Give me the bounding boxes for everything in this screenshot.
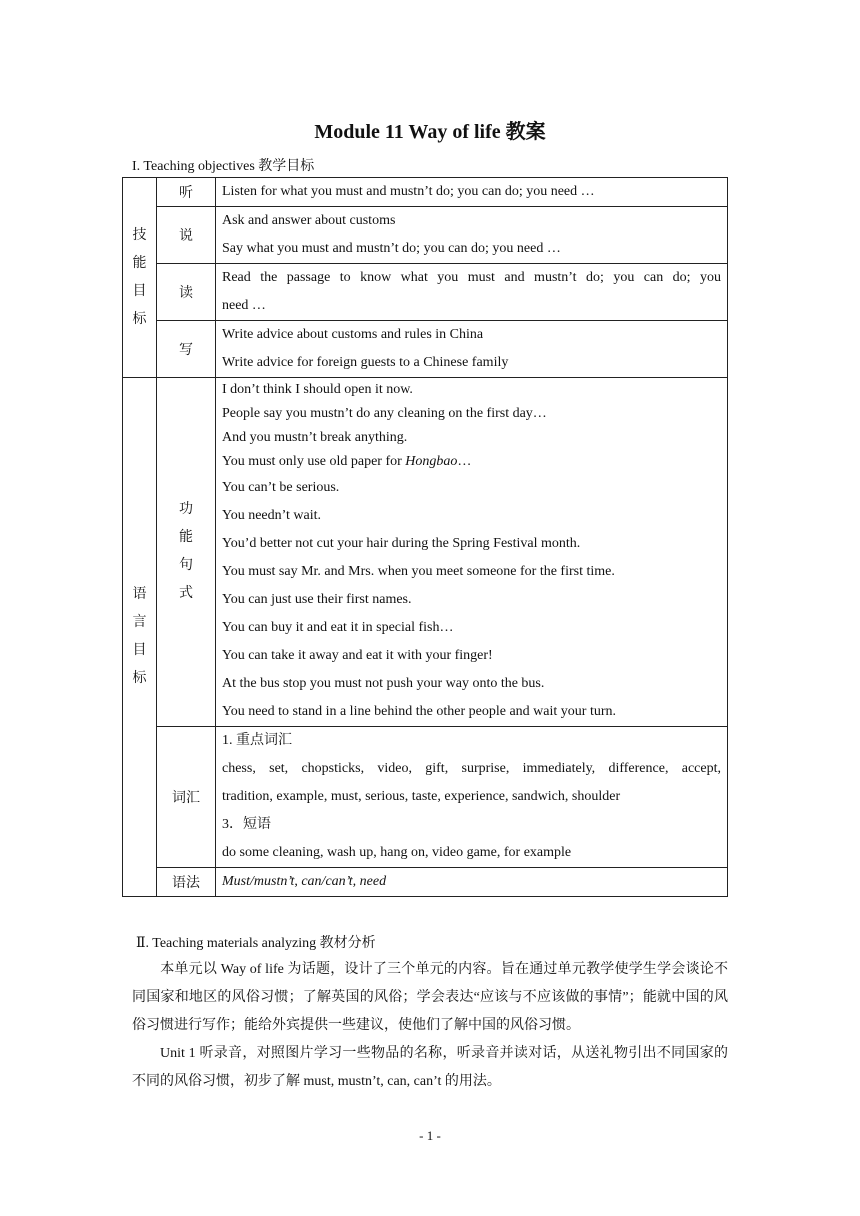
text-line: Write advice about customs and rules in China [222,327,484,342]
phrase-heading: 3．短语 [222,817,271,832]
category-language [123,378,157,897]
text-line: need … [222,298,266,313]
grammar-text: can/can’t, need [301,874,387,889]
content-read [216,264,728,321]
content-listen [216,178,728,207]
sentence: You must say Mr. and Mrs. when you meet someone for the first time. [222,564,615,579]
sentence: And you mustn’t break anything. [222,430,408,445]
phrase-list: do some cleaning, wash up, hang on, video game, for example [222,845,572,860]
sentence: People say you mustn’t do any cleaning on the first day… [222,406,547,421]
page-number: - 1 - [419,1128,441,1143]
grammar-sep: , [294,874,302,889]
sentence: At the bus stop you must not push your way onto the bus. [222,676,545,691]
category-char: 言 [132,615,147,630]
label-functions [157,378,216,727]
table-row-grammar [123,868,728,897]
table-row-speak [123,207,728,264]
text-line: Say what you must and mustn’t do; you can do; you need … [222,241,561,256]
content-speak [216,207,728,264]
vocab-heading: 1. 重点词汇 [222,733,292,748]
paragraph-text: 本单元以 Way of life 为话题，设计了三个单元的内容。旨在通过单元教学使学生学会谈论不同国家和地区的风俗习惯；了解英国的风俗；学会表达“应该与不应该做的事情”；能就中国的风俗习惯进行写作；能给外宾提供一些建议，使他们了解中国的风俗习惯。 [132,962,728,1033]
label-char: 能 [179,530,193,545]
section-heading-materials: Ⅱ. Teaching materials analyzing 教材分析 [136,936,376,951]
content-vocabulary [216,727,728,868]
category-char: 标 [132,311,147,327]
category-char: 语 [132,587,147,602]
paragraph-intro [132,956,728,1040]
label-char: 式 [179,586,193,601]
table-row-listen [123,178,728,207]
sentence-hongbao [222,450,721,474]
category-char: 目 [132,643,147,658]
category-char: 目 [132,283,147,299]
label-listen: 听 [157,178,216,207]
vocab-words: chess, set, chopsticks, video, gift, surprise, immediately, difference, accept, [222,761,721,776]
sentence: You need to stand in a line behind the other people and wait your turn. [222,704,616,719]
vocab-words: tradition, example, must, serious, taste, experience, sandwich, shoulder [222,789,621,804]
label-write: 写 [157,321,216,378]
sentence: You needn’t wait. [222,508,322,523]
label-speak: 说 [157,207,216,264]
sentence-italic: Hongbao [405,454,458,469]
table-row-functions [123,378,728,727]
label-grammar: 语法 [157,868,216,897]
content-grammar [216,868,728,897]
text-line: Ask and answer about customs [222,213,396,228]
objectives-table [122,177,728,897]
paragraph-unit1 [132,1040,728,1096]
text-line: Write advice for foreign guests to a Chinese family [222,355,509,370]
section-heading-objectives: I. Teaching objectives 教学目标 [132,159,315,174]
category-char: 技 [132,227,147,243]
sentence: You’d better not cut your hair during the Spring Festival month. [222,536,581,551]
category-char: 标 [132,671,147,686]
text-line: Listen for what you must and mustn’t do; you can do; you need … [222,184,595,199]
sentence: You can take it away and eat it with your finger! [222,648,493,663]
content-functions [216,378,728,727]
label-char: 句 [179,558,193,573]
table-row-write [123,321,728,378]
sentence-part: … [457,454,472,469]
label-char: 功 [179,502,193,517]
sentence: You can just use their first names. [222,592,412,607]
label-read: 读 [157,264,216,321]
grammar-text: Must/mustn’t [222,874,295,889]
sentence-part: You must only use old paper for [222,454,406,469]
paragraph-text: Unit 1 听录音，对照图片学习一些物品的名称，听录音并读对话，从送礼物引出不同国家的不同的风俗习惯，初步了解 must, mustn’t, can, can’t 的用法。 [132,1046,728,1089]
sentence: You can’t be serious. [222,480,340,495]
label-vocabulary: 词汇 [157,727,216,868]
table-row-vocabulary [123,727,728,868]
content-write [216,321,728,378]
category-skills [123,178,157,378]
sentence: I don’t think I should open it now. [222,382,413,397]
table-row-read [123,264,728,321]
text-line: Read the passage to know what you must and mustn’t do; you can do; you [222,270,721,285]
sentence: You can buy it and eat it in special fish… [222,620,454,635]
category-char: 能 [132,255,147,271]
document-title: Module 11 Way of life 教案 [314,121,546,143]
